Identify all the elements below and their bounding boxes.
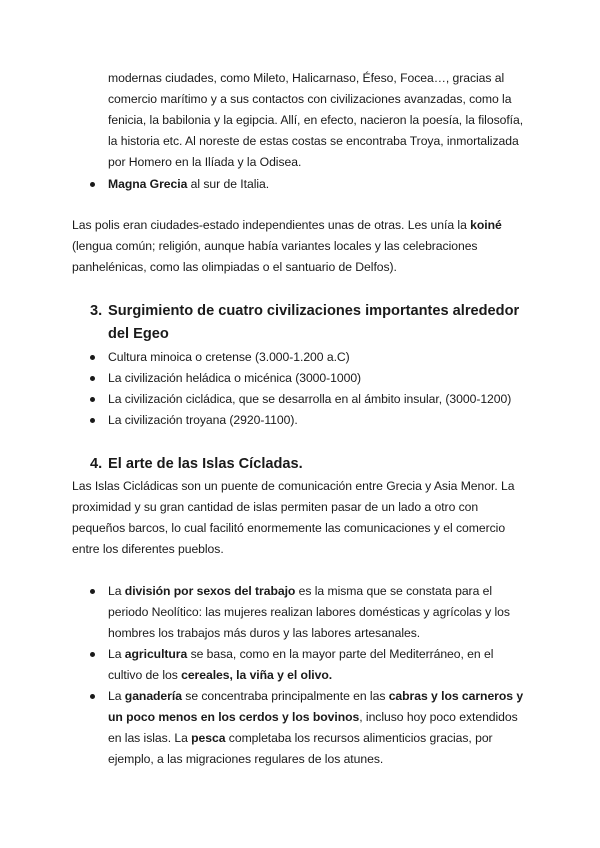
ionia-line-4: la historia etc. Al noreste de estas costas se encontraba Troya, inmortalizada: [108, 134, 519, 148]
cycladic-line-4: entre los diferentes pueblos.: [72, 542, 224, 556]
ganaderia-mid: se concentraba principalmente en las: [181, 689, 389, 703]
ganaderia-line-2: [108, 707, 518, 728]
koine-bold: koiné: [470, 218, 502, 232]
ionia-line-5: por Homero en la Ilíada y la Odisea.: [108, 155, 302, 169]
bullet-icon: [90, 182, 95, 187]
bullet-icon: [90, 418, 95, 423]
division-trabajo-line-3: hombres los trabajos más duros y las labores artesanales.: [108, 626, 421, 640]
agricultura-line-2: [108, 665, 332, 686]
bullet-icon: [90, 355, 95, 360]
division-trabajo-line-2: periodo Neolítico: las mujeres realizan labores domésticas y agrícolas y los: [108, 605, 510, 619]
division-trabajo-pre: La: [108, 584, 125, 598]
agricultura-bold: agricultura: [124, 647, 188, 661]
agricultura-line-2-pre: cultivo de los: [108, 668, 182, 682]
bullet-icon: [90, 652, 95, 657]
ganaderia-line-3-rest: completaba los recursos alimenticios gracias, por: [225, 731, 493, 745]
magna-grecia-item: [108, 174, 269, 195]
ionia-line-2: comercio marítimo y a sus contactos con civilizaciones avanzadas, como la: [108, 92, 512, 106]
agricultura-pre: La: [108, 647, 125, 661]
ganaderia-line-3-pre: en las islas. La: [108, 731, 192, 745]
cabras-bold: cabras y los carneros y: [388, 689, 524, 703]
ionia-line-1: modernas ciudades, como Mileto, Halicarnaso, Éfeso, Focea…, gracias al: [108, 71, 505, 85]
ganaderia-line-3: [108, 728, 493, 749]
pesca-bold: pesca: [191, 731, 226, 745]
polis-line-2: (lengua común; religión, aunque había variantes locales y las celebraciones: [72, 239, 478, 253]
division-trabajo-bold: división por sexos del trabajo: [124, 584, 296, 598]
civilization-item-2: La civilización heládica o micénica (3000-1000): [108, 371, 362, 385]
ionia-line-3: fenicia, la babilonia y la egipcia. Allí, en efecto, nacieron la poesía, la filosofía,: [108, 113, 524, 127]
bullet-icon: [90, 589, 95, 594]
agricultura-line-1: [108, 644, 493, 665]
ganaderia-line-1: [108, 686, 523, 707]
civilization-item-3: La civilización cicládica, que se desarrolla en al ámbito insular, (3000-1200): [108, 392, 512, 406]
polis-line-1-text: Las polis eran ciudades-estado independientes unas de otras. Les unía la: [72, 218, 471, 232]
bullet-icon: [90, 397, 95, 402]
cerdos-bold: un poco menos en los cerdos y los bovinos: [108, 710, 360, 724]
division-trabajo-post: es la misma que se constata para el: [295, 584, 493, 598]
cycladic-line-3: pequeños barcos, lo cual facilitó enormemente las comunicaciones y el comercio: [72, 521, 506, 535]
polis-line-3: panhelénicas, como las olimpiadas o el santuario de Delfos).: [72, 260, 397, 274]
bullet-icon: [90, 376, 95, 381]
magna-grecia-bold: Magna Grecia: [108, 177, 188, 191]
ganaderia-line-4: ejemplo, a las migraciones regulares de los atunes.: [108, 752, 384, 766]
cycladic-line-2: proximidad y su gran cantidad de islas permiten pasar de un lado a otro con: [72, 500, 479, 514]
division-trabajo-line-1: [108, 581, 492, 602]
section-3-title-line-2: del Egeo: [108, 326, 169, 342]
civilization-item-4: La civilización troyana (2920-1100).: [108, 413, 298, 427]
bullet-icon: [90, 694, 95, 699]
ganaderia-bold: ganadería: [124, 689, 182, 703]
ganaderia-line-2-rest: , incluso hoy poco extendidos: [359, 710, 518, 724]
cultivos-bold: cereales, la viña y el olivo.: [181, 668, 333, 682]
section-3-title-line-1: Surgimiento de cuatro civilizaciones importantes alrededor: [108, 303, 520, 319]
civilization-item-1: Cultura minoica o cretense (3.000-1.200 a.C): [108, 350, 350, 364]
polis-line-1: [72, 215, 502, 236]
section-4-number: 4.: [90, 456, 103, 472]
section-3-number: 3.: [90, 303, 103, 319]
section-4-title: El arte de las Islas Cícladas.: [108, 456, 303, 472]
magna-grecia-rest: al sur de Italia.: [187, 177, 270, 191]
cycladic-line-1: Las Islas Cicládicas son un puente de comunicación entre Grecia y Asia Menor. La: [72, 479, 515, 493]
agricultura-post: se basa, como en la mayor parte del Mediterráneo, en el: [187, 647, 494, 661]
ganaderia-pre: La: [108, 689, 125, 703]
